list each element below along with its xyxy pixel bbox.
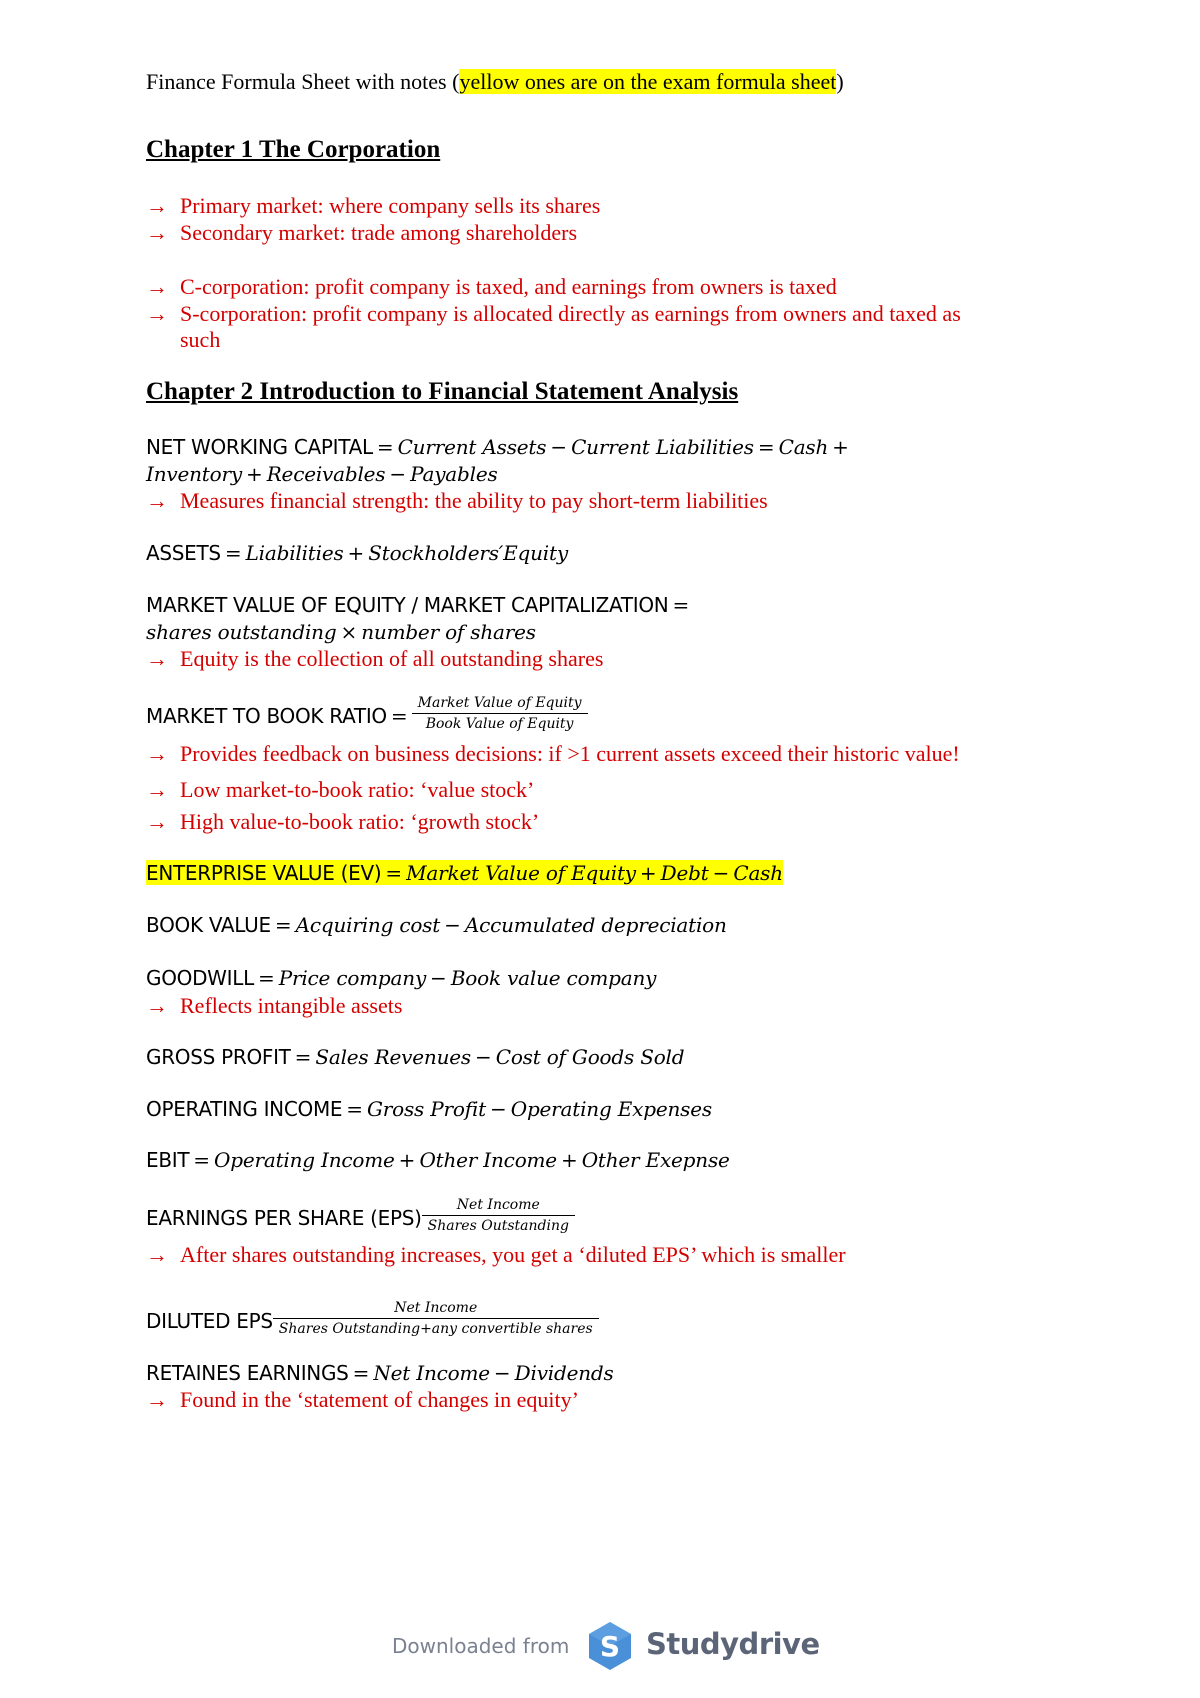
formula-enterprise-value [146,859,783,887]
formula-market-value-equity: MARKET VALUE OF EQUITY / MARKET CAPITALIZATION = [146,593,690,617]
formula-assets: ASSETS = Liabilities + Stockholders′Equity [146,541,568,565]
note-mve: → Equity is the collection of all outstanding shares [146,646,604,671]
arrow-icon: → [146,741,168,766]
arrow-icon: → [146,777,168,802]
note-mtb-3: → High value-to-book ratio: ‘growth stock’ [146,809,540,834]
note-nwc: → Measures financial strength: the ability to pay short-term liabilities [146,488,768,513]
note-c-corporation: → C-corporation: profit company is taxed, and earnings from owners is taxed [146,274,837,299]
note-mtb-1: → Provides feedback on business decisions: if >1 current assets exceed their historic value! [146,741,960,766]
arrow-icon: → [146,488,168,513]
fraction: $\frac{\text{Net Income}}{\text{Shares Outstanding}}$ [422,1195,575,1236]
document-title: Finance Formula Sheet with notes (yellow ones are on the exam formula sheet) [146,69,844,94]
note-retained-earnings: → Found in the ‘statement of changes in equity’ [146,1387,579,1412]
document-page [146,0,1066,1698]
note-s-corporation-cont: such [180,327,221,352]
arrow-icon: → [146,809,168,834]
arrow-icon: → [146,301,168,326]
fraction: $\frac{\text{Net Income}}{\text{Shares Outstanding+any convertible shares}}$ [273,1298,599,1339]
arrow-icon: → [146,220,168,245]
fraction: $\frac{\text{Market Value of Equity}}{\text{Book Value of Equity}}$ [412,693,588,734]
arrow-icon: → [146,274,168,299]
formula-net-working-capital-cont: Inventory + Receivables − Payables [146,462,498,486]
formula-diluted-eps: DILUTED EPS $\frac{\text{Net Income}}{\text{Shares Outstanding+any convertible shares}}$ [146,1296,599,1346]
formula-market-to-book: MARKET TO BOOK RATIO = $\frac{\text{Market Value of Equity}}{\text{Book Value of Equity}}$ [146,691,588,741]
arrow-icon: → [146,646,168,671]
arrow-icon: → [146,993,168,1018]
arrow-icon: → [146,1387,168,1412]
note-s-corporation: → S-corporation: profit company is allocated directly as earnings from owners and taxed as [146,301,961,326]
arrow-icon: → [146,1242,168,1267]
svg-text:S: S [599,1630,621,1663]
studydrive-footer[interactable] [392,1616,832,1676]
formula-goodwill: GOODWILL = Price company − Book value company [146,966,657,990]
formula-eps: EARNINGS PER SHARE (EPS) $\frac{\text{Net Income}}{\text{Shares Outstanding}}$ [146,1193,575,1243]
chapter-2-heading: Chapter 2 Introduction to Financial Statement Analysis [146,378,739,405]
downloaded-from-text: Downloaded from [392,1634,570,1658]
note-primary-market: → Primary market: where company sells its shares [146,193,601,218]
chapter-1-heading: Chapter 1 The Corporation [146,136,441,163]
formula-ebit: EBIT = Operating Income + Other Income + Other Exepnse [146,1148,730,1172]
formula-gross-profit: GROSS PROFIT = Sales Revenues − Cost of Goods Sold [146,1045,685,1069]
note-mtb-2: → Low market-to-book ratio: ‘value stock’ [146,777,535,802]
formula-operating-income: OPERATING INCOME = Gross Profit − Operating Expenses [146,1097,712,1121]
note-secondary-market: → Secondary market: trade among shareholders [146,220,578,245]
formula-retained-earnings: RETAINES EARNINGS = Net Income − Dividends [146,1361,614,1385]
note-goodwill: → Reflects intangible assets [146,993,403,1018]
formula-net-working-capital: NET WORKING CAPITAL = Current Assets − Current Liabilities = Cash + [146,435,849,459]
highlight-note: yellow ones are on the exam formula sheet [459,69,837,94]
studydrive-brand: Studydrive [646,1627,820,1661]
studydrive-logo-icon [584,1620,636,1672]
note-eps: → After shares outstanding increases, you get a ‘diluted EPS’ which is smaller [146,1242,846,1267]
formula-book-value: BOOK VALUE = Acquiring cost − Accumulated depreciation [146,913,727,937]
formula-market-value-equity-cont: shares outstanding × number of shares [146,620,536,644]
arrow-icon: → [146,193,168,218]
highlight-formula: ENTERPRISE VALUE (EV) = Market Value of Equity + Debt − Cash [146,861,783,885]
